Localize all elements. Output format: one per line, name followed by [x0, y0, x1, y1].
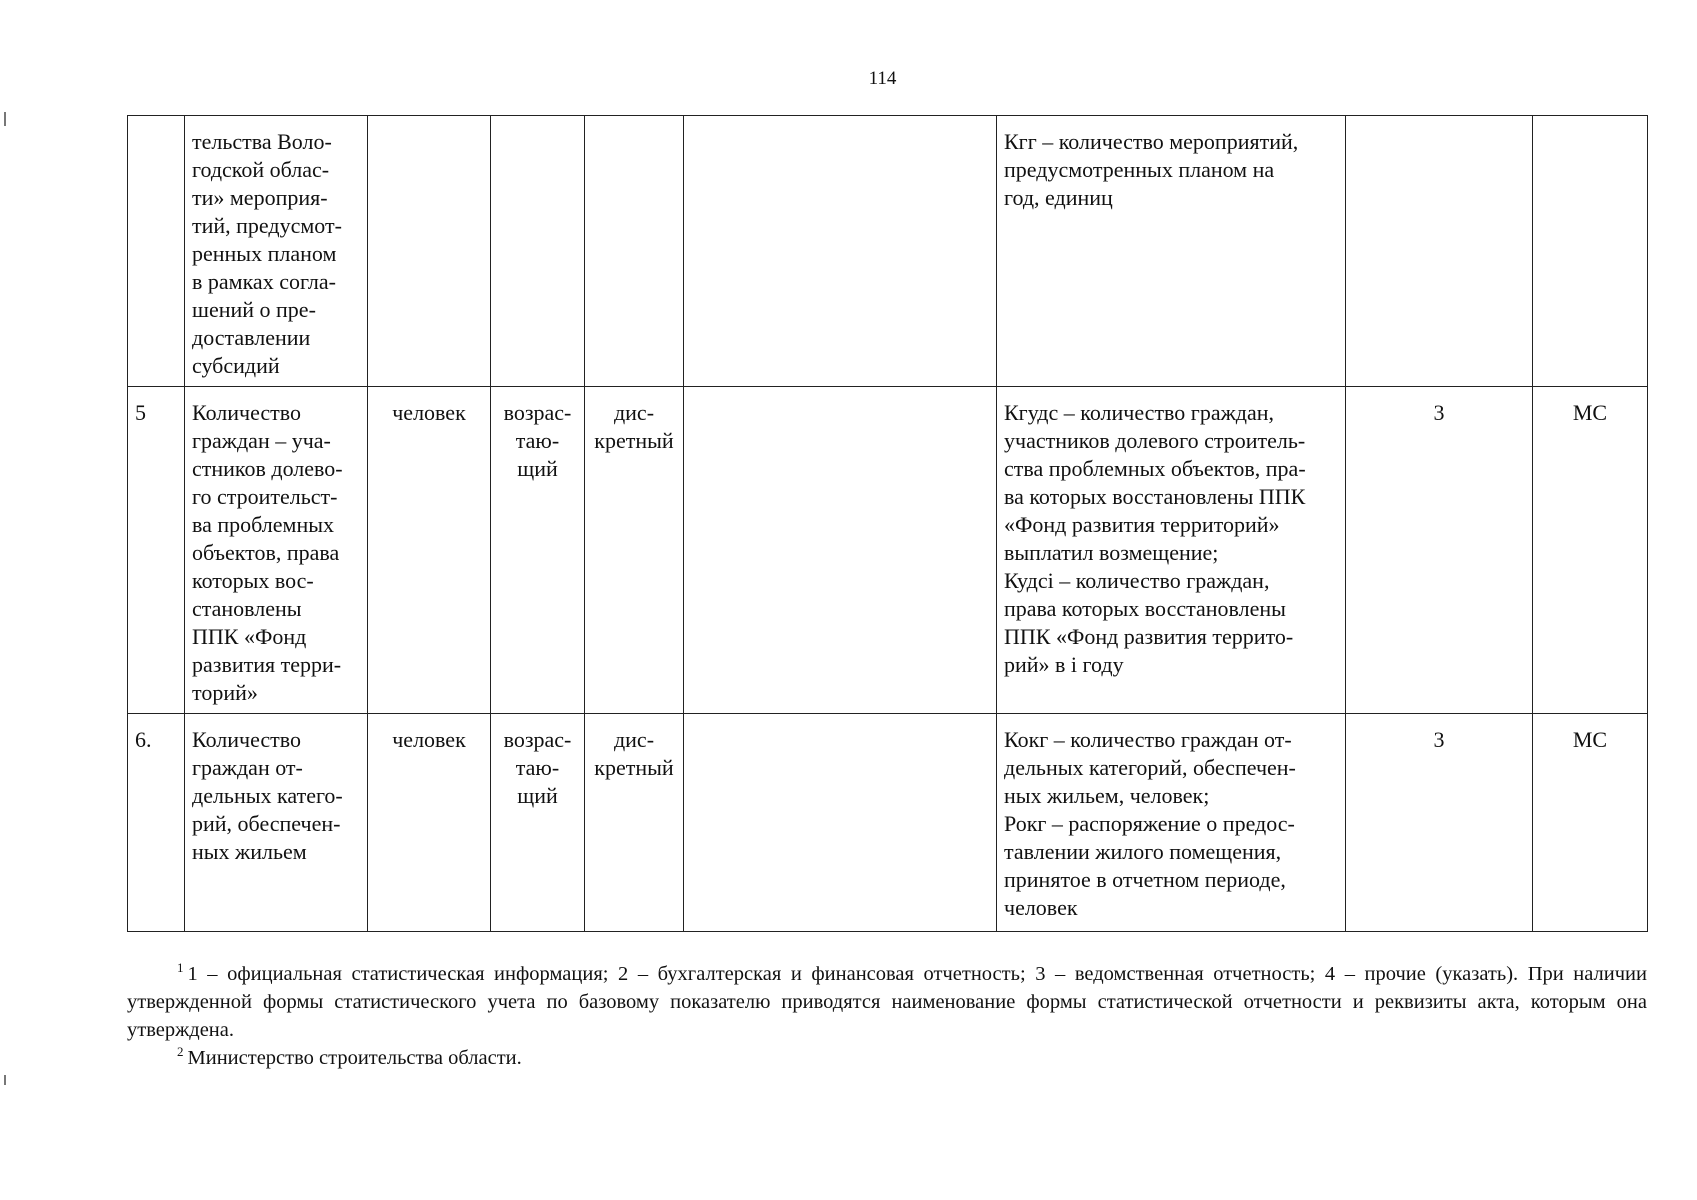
cell-dynamics: [491, 387, 585, 714]
cell-line: Количество: [192, 400, 302, 425]
cell-text: 5: [135, 400, 146, 425]
cell-indicator-name: [185, 714, 368, 932]
cell-algorithm: [684, 387, 997, 714]
cell-line: человек: [392, 400, 466, 425]
scan-edge-mark: [4, 1075, 6, 1085]
cell-line: щий: [517, 456, 558, 481]
cell-line: тий, предусмот-: [192, 213, 342, 238]
cell-line: тельства Воло-: [192, 129, 332, 154]
cell-line: выплатил возмещение;: [1004, 540, 1219, 565]
table-row: [128, 116, 1648, 387]
cell-line: Кокг – количество граждан от-: [1004, 727, 1292, 752]
cell-line: таю-: [515, 755, 560, 780]
cell-line: ренных планом: [192, 241, 337, 266]
cell-line: ва которых восстановлены ППК: [1004, 484, 1306, 509]
indicator-table: [127, 115, 1648, 932]
cell-indicator-name: [185, 116, 368, 387]
table-row: [128, 387, 1648, 714]
cell-text: 6.: [135, 727, 152, 752]
cell-line: ва проблемных: [192, 512, 335, 537]
cell-text: 3: [1433, 727, 1445, 752]
cell-line: доставлении: [192, 325, 311, 350]
cell-line: граждан от-: [192, 755, 303, 780]
cell-method: [1346, 714, 1533, 932]
cell-type: [585, 116, 684, 387]
cell-line: человек: [392, 727, 466, 752]
cell-line: Рокг – распоряжение о предос-: [1004, 811, 1295, 836]
cell-line: ных жильем: [192, 839, 307, 864]
cell-responsible: [1533, 714, 1648, 932]
scan-edge-mark: [4, 112, 6, 126]
cell-line: шений о пре-: [192, 297, 316, 322]
cell-line: становлены: [192, 596, 302, 621]
cell-responsible: [1533, 387, 1648, 714]
cell-components: [997, 387, 1346, 714]
cell-algorithm: [684, 116, 997, 387]
cell-line: в рамках согла-: [192, 269, 336, 294]
cell-line: рий» в і году: [1004, 652, 1124, 677]
cell-dynamics: [491, 116, 585, 387]
cell-dynamics: [491, 714, 585, 932]
cell-line: предусмотренных планом на: [1004, 157, 1275, 182]
cell-line: дельных категорий, обеспечен-: [1004, 755, 1296, 780]
cell-line: принятое в отчетном периоде,: [1004, 867, 1286, 892]
cell-line: которых вос-: [192, 568, 314, 593]
cell-line: Кгг – количество мероприятий,: [1004, 129, 1299, 154]
cell-line: Количество: [192, 727, 302, 752]
cell-text: 3: [1433, 400, 1445, 425]
cell-unit: [368, 116, 491, 387]
cell-unit: [368, 387, 491, 714]
cell-line: ти» мероприя-: [192, 185, 328, 210]
cell-line: годской облас-: [192, 157, 330, 182]
cell-line: го строительст-: [192, 484, 338, 509]
cell-line: Кгудс – количество граждан,: [1004, 400, 1275, 425]
cell-line: таю-: [515, 428, 560, 453]
cell-line: участников долевого строитель-: [1004, 428, 1306, 453]
page-number: 114: [868, 68, 897, 89]
cell-components: [997, 714, 1346, 932]
cell-line: объектов, права: [192, 540, 340, 565]
footnote-1-marker: 1: [177, 960, 184, 975]
cell-unit: [368, 714, 491, 932]
cell-line: граждан – уча-: [192, 428, 331, 453]
cell-line: рий, обеспечен-: [192, 811, 341, 836]
cell-line: субсидий: [192, 353, 280, 378]
cell-text: МС: [1572, 400, 1608, 425]
table-body: [128, 116, 1648, 932]
cell-line: права которых восстановлены: [1004, 596, 1286, 621]
footnote-2: [127, 1044, 1647, 1072]
cell-line: ных жильем, человек;: [1004, 783, 1210, 808]
table-row: [128, 714, 1648, 932]
cell-line: «Фонд развития территорий»: [1004, 512, 1280, 537]
cell-components: [997, 116, 1346, 387]
cell-line: щий: [517, 783, 558, 808]
cell-method: [1346, 116, 1533, 387]
cell-line: кретный: [594, 428, 674, 453]
cell-line: кретный: [594, 755, 674, 780]
cell-line: дис-: [613, 400, 655, 425]
cell-line: возрас-: [503, 727, 572, 752]
cell-line: дельных катего-: [192, 783, 343, 808]
footnote-2-text: Министерство строительства области.: [187, 1047, 522, 1069]
cell-line: ства проблемных объектов, пра-: [1004, 456, 1306, 481]
cell-line: торий»: [192, 680, 258, 705]
cell-line: ППК «Фонд: [192, 624, 307, 649]
cell-algorithm: [684, 714, 997, 932]
cell-type: [585, 714, 684, 932]
cell-text: МС: [1572, 727, 1608, 752]
cell-line: Кудсі – количество граждан,: [1004, 568, 1270, 593]
cell-line: тавлении жилого помещения,: [1004, 839, 1282, 864]
footnotes: [127, 960, 1647, 1072]
cell-indicator-name: [185, 387, 368, 714]
cell-number: [128, 387, 185, 714]
cell-number: [128, 714, 185, 932]
cell-line: год, единиц: [1004, 185, 1113, 210]
footnote-1-text: 1 – официальная статистическая информация; 2 – бухгалтерская и финансовая отчетность; 3 – ведомственная отчетность; 4 – прочие (указать). При наличии утвержденной формы статистического учета по базовому показателю приводятся наименование формы статистической отчетности и реквизиты акта, которым она утверждена.: [127, 963, 1647, 1041]
cell-line: человек: [1004, 895, 1078, 920]
cell-number: [128, 116, 185, 387]
cell-line: стников долево-: [192, 456, 343, 481]
cell-line: дис-: [613, 727, 655, 752]
cell-line: ППК «Фонд развития террито-: [1004, 624, 1294, 649]
cell-method: [1346, 387, 1533, 714]
cell-line: возрас-: [503, 400, 572, 425]
cell-responsible: [1533, 116, 1648, 387]
footnote-2-marker: 2: [177, 1044, 184, 1059]
cell-line: развития терри-: [192, 652, 342, 677]
cell-type: [585, 387, 684, 714]
footnote-1: [127, 960, 1647, 1044]
